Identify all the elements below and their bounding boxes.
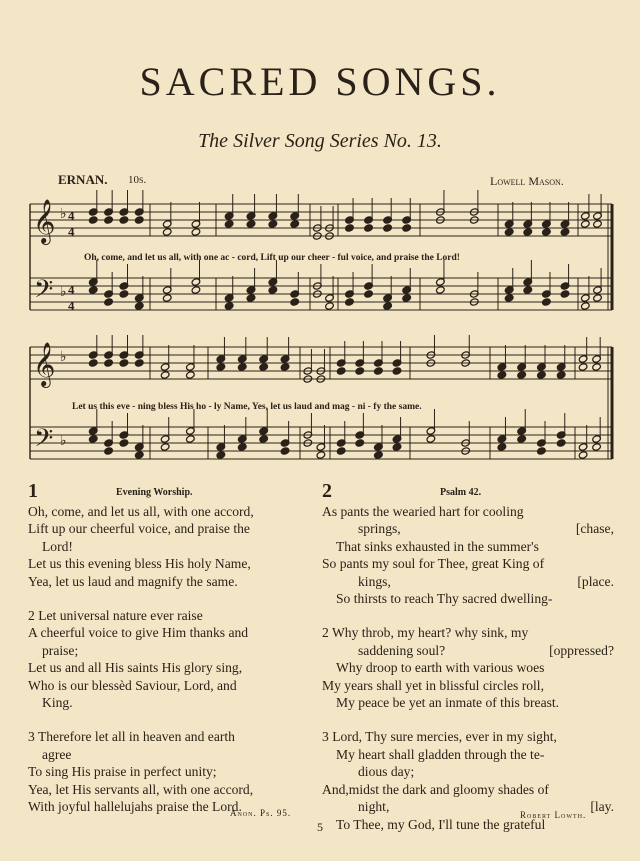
lyrics-line-1: Oh, come, and let us all, with one ac - cord, Lift up our cheer - ful voice, and praise the Lord! [84,253,460,263]
music-system-1 [0,190,640,340]
hymn-1-attribution: Anon. Ps. 95. [230,808,292,818]
svg-text:♭: ♭ [60,434,67,449]
treble-clef-icon: 𝄞 [33,344,56,386]
svg-text:4: 4 [68,298,75,313]
hymn-1-text: Oh, come, and let us all, with one accord, Lift up our cheerful voice, and praise the Lord! Let us this evening bless His holy Name, Yea, let us laud and magnify the same. 2 Let universal nature ever raise A cheerful voice to give Him thanks and praise; Let us and all His saints His glory sing, Who is our blessèd Saviour, Lord, and King. 3 Therefore let all in heaven and earth agree To sing His praise in perfect unity; Yea, let His servants all, with one accord, With joyful hallelujahs praise the Lord. [28,504,254,815]
hymn-2-text: As pants the wearied hart for cooling springs, [chase, That sinks exhausted in the summer's So pants my soul for Thee, great King of kings, [place. So thirsts to reach Thy sacred dwelling- 2 Why throb, my heart? why sink, my saddening soul? [oppressed? Why droop to earth with various woes My years shall yet in blissful circles roll, My peace be yet an inmate of this breast. 3 Lord, Thy sure mercies, ever in my sight, My heart shall gladden through the te- dious day; And,midst the dark and gloomy shades of night, [lay. To Thee, my God, I'll tune the grateful [322,504,614,832]
lyrics-line-2: Let us this eve - ning bless His ho - ly Name, Yes, let us laud and mag - ni - fy the same. [72,402,422,412]
bass-clef-icon: 𝄢 [34,276,54,309]
composer: Lowell Mason. [490,174,564,188]
series-subtitle: The Silver Song Series No. 13. [198,130,442,152]
tune-name: ERNAN. [58,172,108,187]
bass-clef-icon: 𝄢 [34,425,54,458]
hymn-2-number: 2 [322,480,332,502]
svg-text:4: 4 [68,224,75,239]
svg-text:♭: ♭ [60,350,67,365]
hymn-1-title: Evening Worship. [116,487,193,498]
svg-text:4: 4 [68,208,75,223]
page-number: 5 [317,820,323,834]
page-title: SACRED SONGS. [139,59,501,104]
hymn-2-title: Psalm 42. [440,487,482,498]
svg-text:♭: ♭ [60,285,67,300]
svg-text:♭: ♭ [60,207,67,222]
tune-meter: 10s. [128,174,147,186]
treble-clef-icon: 𝄞 [33,201,56,243]
music-system-2 [0,335,640,470]
svg-text:4: 4 [68,282,75,297]
hymn-2-attribution: Robert Lowth. [520,810,587,820]
hymn-1-number: 1 [28,480,38,502]
